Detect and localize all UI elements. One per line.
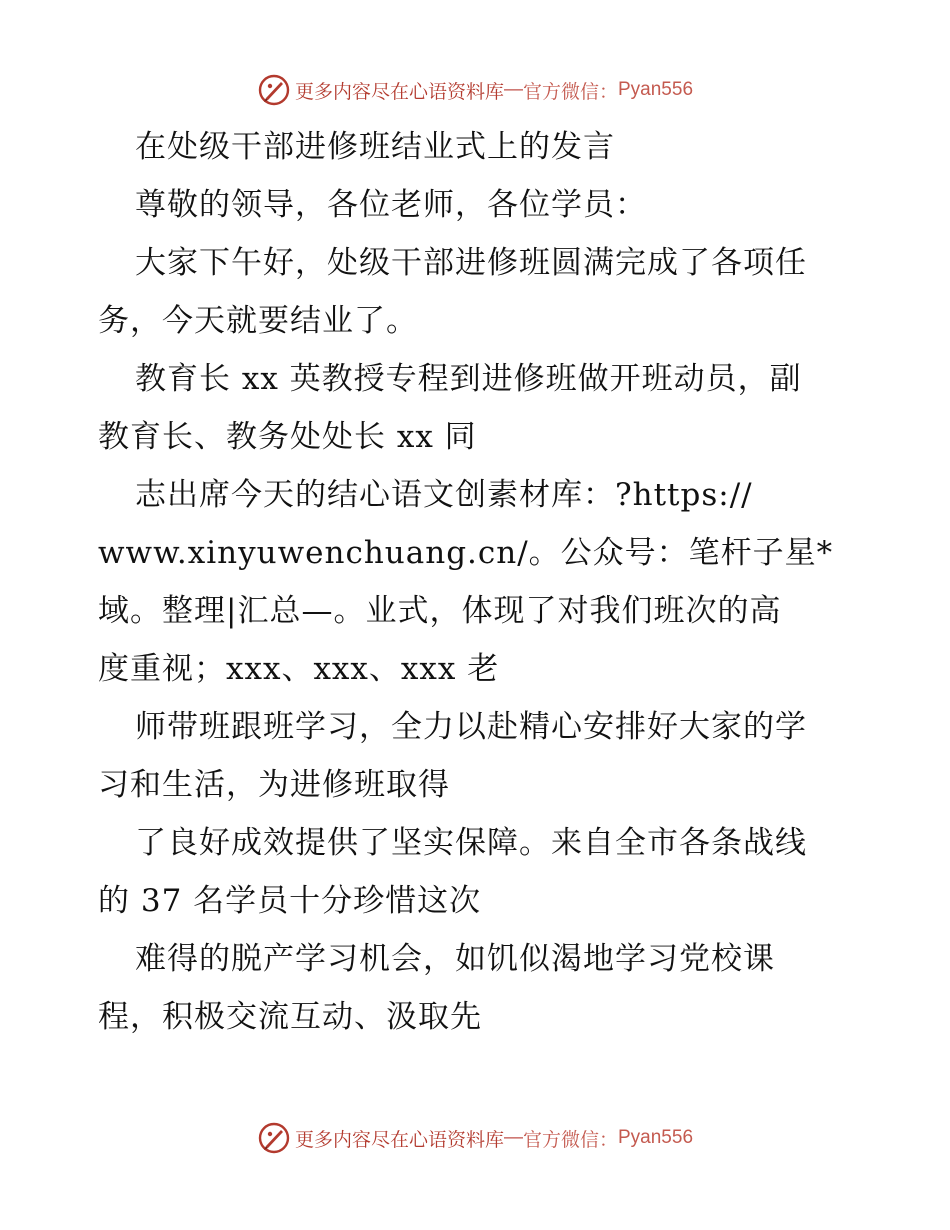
paragraph-line: 教育长 xx 英教授专程到进修班做开班动员，副	[135, 361, 802, 397]
paragraph-line: 志出席今天的结心语文创素材库：?https://	[135, 477, 753, 513]
paragraph-line: 习和生活，为进修班取得	[98, 767, 450, 803]
paragraph-line: 度重视；xxx、xxx、xxx 老	[98, 651, 500, 687]
salutation: 尊敬的领导，各位老师，各位学员：	[135, 187, 647, 223]
paragraph-line: 务，今天就要结业了。	[98, 303, 418, 339]
document-title: 在处级干部进修班结业式上的发言	[135, 129, 615, 165]
paragraph-line: 教育长、教务处处长 xx 同	[98, 419, 477, 455]
document-body	[98, 118, 858, 1046]
header-brand-text: 更多内容尽在心语资料库	[294, 81, 504, 103]
footer-wechat-id: Pyan556	[618, 1127, 694, 1148]
paragraph-line: 大家下午好，处级干部进修班圆满完成了各项任	[135, 245, 807, 281]
footer-separator: —	[503, 1127, 523, 1148]
footer-wechat-label: 官方微信：	[522, 1129, 618, 1151]
paragraph-line: www.xinyuwenchuang.cn/。公众号：笔杆子星*	[98, 535, 834, 571]
paragraph-line: 了良好成效提供了坚实保障。来自全市各条战线	[135, 825, 807, 861]
header-wechat-id: Pyan556	[618, 79, 694, 100]
header-separator: —	[503, 79, 523, 100]
paragraph-line: 师带班跟班学习，全力以赴精心安排好大家的学	[135, 709, 807, 745]
paragraph-line: 域。整理|汇总—。业式，体现了对我们班次的高	[98, 593, 782, 629]
paragraph-line: 的 37 名学员十分珍惜这次	[98, 883, 482, 919]
footer-banner	[0, 1118, 950, 1158]
header-wechat-label: 官方微信：	[522, 81, 618, 103]
footer-brand-text: 更多内容尽在心语资料库	[294, 1129, 504, 1151]
paragraph-line: 难得的脱产学习机会，如饥似渴地学习党校课	[135, 941, 775, 977]
quill-pen-logo-icon	[257, 1121, 291, 1155]
header-banner	[0, 70, 950, 110]
quill-pen-logo-icon	[257, 73, 291, 107]
paragraph-line: 程，积极交流互动、汲取先	[98, 999, 482, 1035]
